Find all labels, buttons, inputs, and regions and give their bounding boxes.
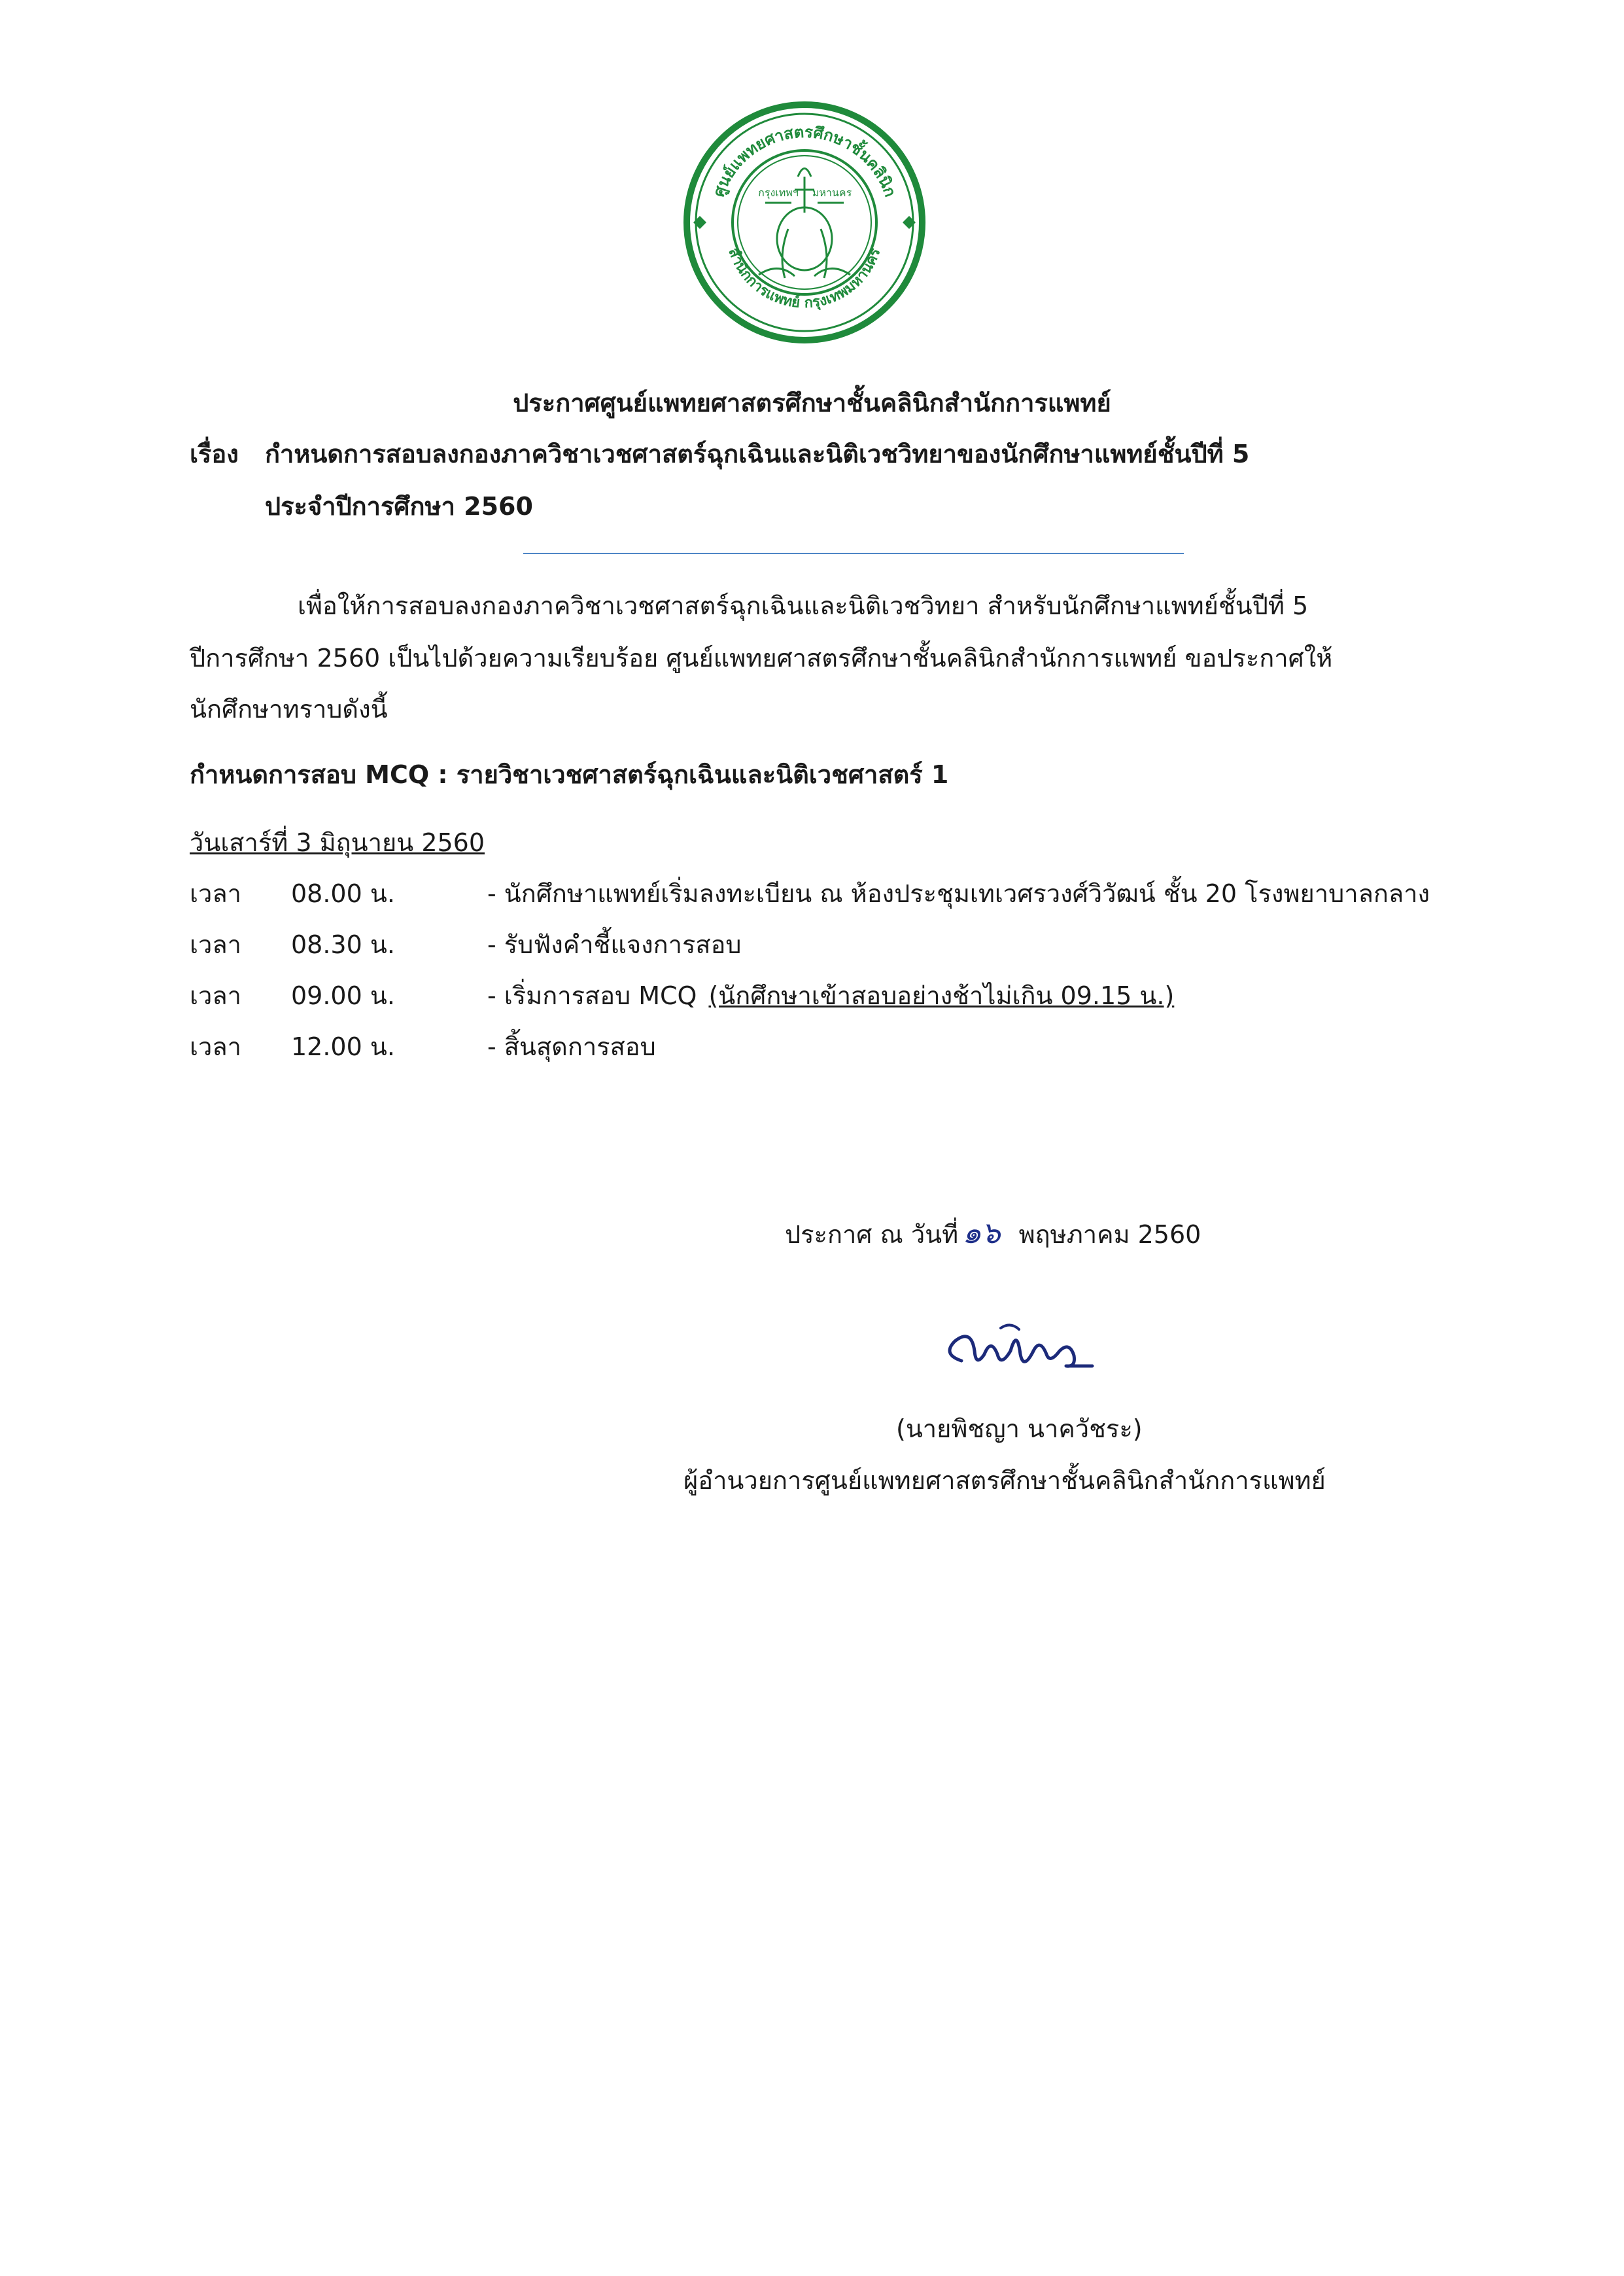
announce-prefix: ประกาศ ณ วันที่ xyxy=(785,1220,959,1249)
seal-left-text: กรุงเทพฯ xyxy=(758,186,799,199)
exam-date: วันเสาร์ที่ 3 มิถุนายน 2560 xyxy=(190,828,485,857)
schedule-description xyxy=(487,979,1174,1013)
schedule-description-text: - สิ้นสุดการสอบ xyxy=(487,1032,656,1061)
schedule-description-text: - เริ่มการสอบ MCQ xyxy=(487,981,697,1010)
intro-paragraph-line-1: เพื่อให้การสอบลงกองภาควิชาเวชศาสตร์ฉุกเฉินและนิติเวชวิทยา สำหรับนักศึกษาแพทย์ชั้นปีที่ 5 xyxy=(298,591,1309,620)
schedule-description xyxy=(487,928,742,962)
seal-emblem-icon xyxy=(680,98,929,347)
announce-month-year: พฤษภาคม 2560 xyxy=(1018,1220,1201,1249)
seal-top-text: ศูนย์แพทยศาสตรศึกษาชั้นคลินิก xyxy=(709,122,900,200)
schedule-description xyxy=(487,1030,656,1064)
subject-line-1: กำหนดการสอบลงกองภาควิชาเวชศาสตร์ฉุกเฉินและนิติเวชวิทยาของนักศึกษาแพทย์ชั้นปีที่ 5 xyxy=(265,440,1250,468)
schedule-description xyxy=(487,877,1430,911)
handwritten-day: ๑๖ xyxy=(962,1215,1001,1250)
schedule-time: 08.30 น. xyxy=(291,930,395,959)
schedule-label: เวลา xyxy=(190,1032,241,1061)
signature xyxy=(935,1315,1105,1387)
intro-paragraph-line-2: ปีการศึกษา 2560 เป็นไปด้วยความเรียบร้อย ศูนย์แพทยศาสตรศึกษาชั้นคลินิกสำนักการแพทย์ ขอประกาศให้ xyxy=(190,644,1333,673)
mcq-heading: กำหนดการสอบ MCQ : รายวิชาเวชศาสตร์ฉุกเฉินและนิติเวชศาสตร์ 1 xyxy=(190,760,949,789)
schedule-label: เวลา xyxy=(190,930,241,959)
seal-bottom-text: สำนักการแพทย์ กรุงเทพมหานคร xyxy=(725,245,884,312)
subject-line-2: ประจำปีการศึกษา 2560 xyxy=(265,492,533,521)
institution-seal xyxy=(680,98,929,347)
svg-text:สำนักการแพทย์ กรุงเทพมหานคร xyxy=(725,246,884,312)
intro-paragraph-line-3: นักศึกษาทราบดังนี้ xyxy=(190,695,388,724)
schedule-description-text: - รับฟังคำชี้แจงการสอบ xyxy=(487,930,742,959)
signature-icon xyxy=(935,1315,1105,1387)
announcement-title: ประกาศศูนย์แพทยศาสตรศึกษาชั้นคลินิกสำนักการแพทย์ xyxy=(513,389,1111,417)
schedule-label: เวลา xyxy=(190,879,241,908)
schedule-description-text: - นักศึกษาแพทย์เริ่มลงทะเบียน ณ ห้องประชุมเทเวศรวงศ์วิวัฒน์ ชั้น 20 โรงพยาบาลกลาง xyxy=(487,879,1430,908)
late-arrival-note: (นักศึกษาเข้าสอบอย่างช้าไม่เกิน 09.15 น.) xyxy=(708,981,1175,1010)
header-divider xyxy=(523,553,1184,554)
schedule-time: 12.00 น. xyxy=(291,1032,395,1061)
subject-label: เรื่อง xyxy=(190,440,239,468)
signer-position: ผู้อำนวยการศูนย์แพทยศาสตรศึกษาชั้นคลินิกสำนักการแพทย์ xyxy=(683,1466,1326,1495)
schedule-label: เวลา xyxy=(190,981,241,1010)
schedule-time: 08.00 น. xyxy=(291,879,395,908)
seal-right-text: มหานคร xyxy=(812,186,852,199)
schedule-time: 09.00 น. xyxy=(291,981,395,1010)
signer-name: (นายพิชญา นาควัชระ) xyxy=(896,1414,1143,1443)
announcement-date xyxy=(785,1216,1201,1252)
